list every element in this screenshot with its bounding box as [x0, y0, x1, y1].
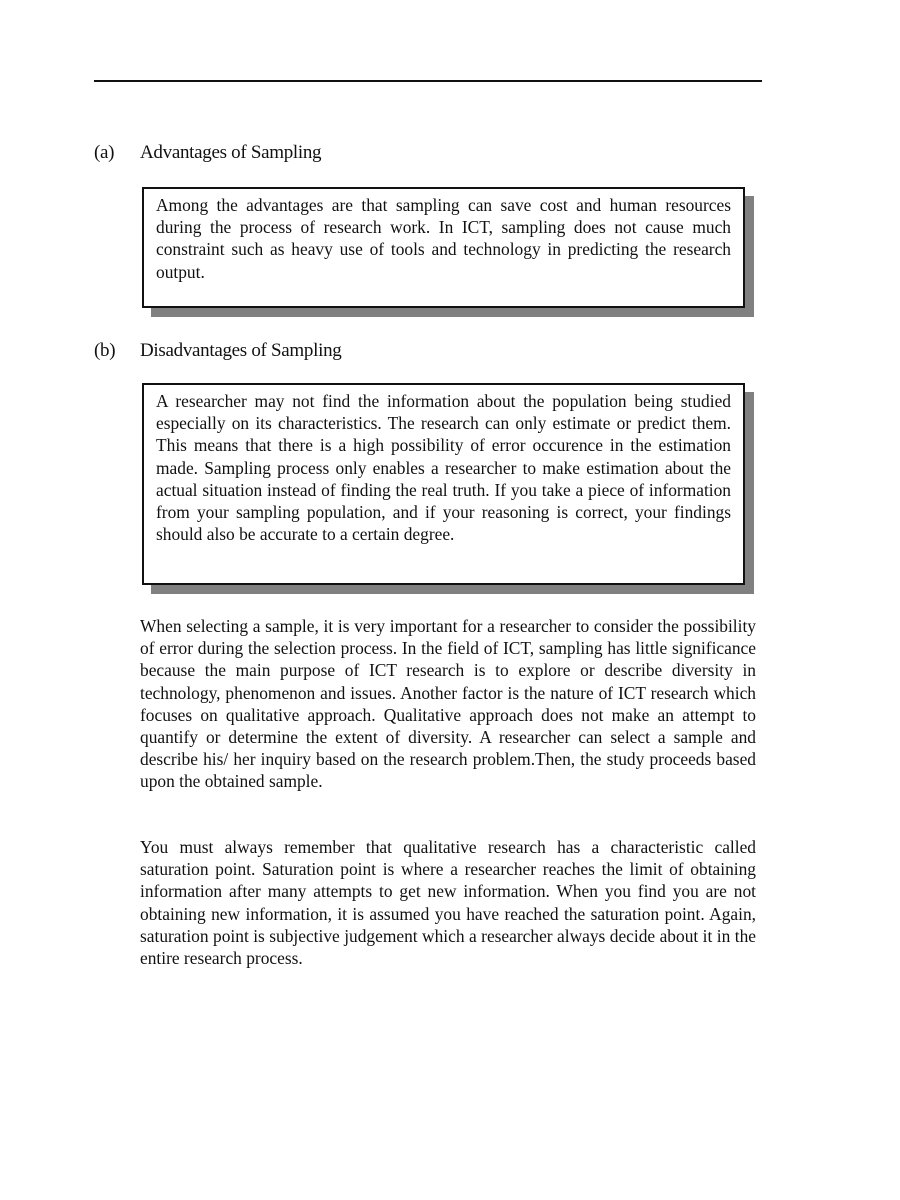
- disadvantages-box-text: A researcher may not find the information about the population being studied especially on its characteristics. The research can only estimate or predict them. This means that there is a high possibility of error occurence in the estimation made. Sampling process only enables a researcher to make estimation about the actual situation instead of finding the real truth. If you take a piece of information from your sampling population, and if your reasoning is correct, your findings should also be accurate to a certain degree.: [156, 391, 731, 545]
- section-heading-disadvantages: [94, 339, 341, 363]
- disadvantages-box: [142, 383, 745, 585]
- section-heading-advantages: [94, 141, 321, 165]
- section-label: (b): [94, 340, 116, 361]
- section-label: (a): [94, 142, 115, 163]
- body-paragraph-sample-selection: When selecting a sample, it is very important for a researcher to consider the possibility of error during the selection process. In the field of ICT, sampling has little significance because the main purpose of ICT research is to explore or describe diversity in technology, phenomenon and issues. Another factor is the nature of ICT research which focuses on qualitative approach. Qualitative approach does not make an attempt to quantify or determine the extent of diversity. A researcher can select a sample and describe his/ her inquiry based on the research problem.Then, the study proceeds based upon the obtained sample.: [140, 616, 756, 792]
- header-rule: [94, 80, 762, 82]
- body-paragraph-saturation-point: You must always remember that qualitative research has a characteristic called saturation point. Saturation point is where a researcher reaches the limit of obtaining information after many attempts to get new information. When you find you are not obtaining new information, it is assumed you have reached the saturation point. Again, saturation point is subjective judgement which a researcher always decide about it in the entire research process.: [140, 837, 756, 969]
- section-title: Disadvantages of Sampling: [140, 340, 342, 361]
- section-title: Advantages of Sampling: [140, 142, 322, 163]
- advantages-box-text: Among the advantages are that sampling can save cost and human resources during the process of research work. In ICT, sampling does not cause much constraint such as heavy use of tools and technology in predicting the research output.: [156, 195, 731, 282]
- advantages-box: [142, 187, 745, 308]
